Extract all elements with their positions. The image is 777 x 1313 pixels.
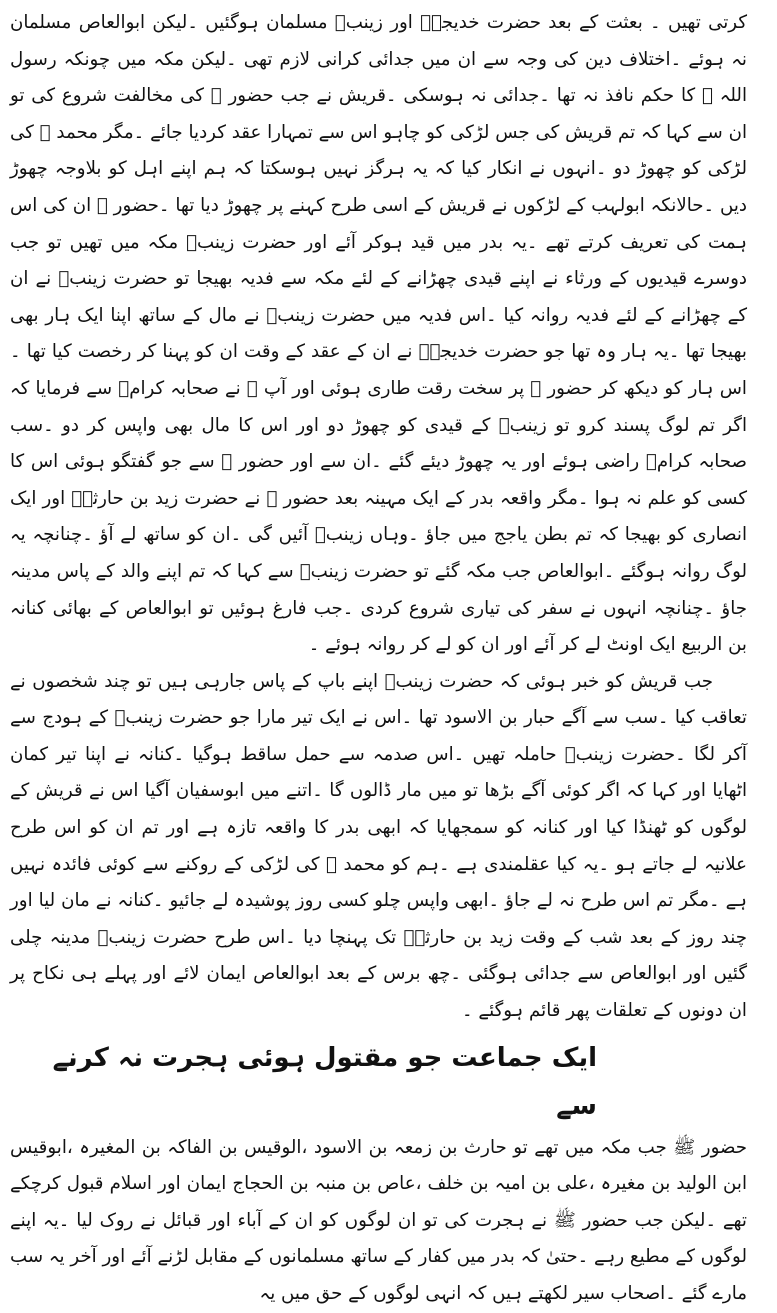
- paragraph-2: جب قریش کو خبر ہوئی کہ حضرت زینبؓ اپنے باپ کے پاس جارہی ہیں تو چند شخصوں نے تعاقب کیا ۔سب سے آگے حبار بن الاسود تھا ۔اس نے ایک تیر مارا جو حضرت زینبؓ کے ہودج سے آکر لگا ۔حضرت زینبؓ حاملہ تھیں ۔اس صدمہ سے حمل ساقط ہوگیا ۔کنانہ نے اپنا تیر کمان اٹھایا اور کہا کہ اگر کوئی آگے بڑھا تو میں مار ڈالوں گا ۔اتنے میں ابوسفیان آگیا اس نے قریش کے لوگوں کو ٹھنڈا کیا اور کنانہ کو سمجھایا کہ ابھی بدر کا واقعہ تازہ ہے اور تم ان کو اس طرح علانیہ لے جاتے ہو ۔یہ کیا عقلمندی ہے ۔ہم کو محمد ﷺ کی لڑکی کے روکنے سے کوئی فائدہ نہیں ہے ۔مگر تم اس طرح نہ لے جاؤ ۔ابھی واپس چلو کسی روز پوشیدہ لے جائیو ۔کنانہ نے مان لیا اور چند روز کے بعد شب کے وقت زید بن حارثہؓ تک پہنچا دیا ۔اس طرح حضرت زینبؓ مدینہ چلی گئیں اور ابوالعاص سے جدائی ہوگئی ۔چھ برس کے بعد ابوالعاص ایمان لائے اور پہلے ہی نکاح پر ان دونوں کے تعلقات پھر قائم ہوگئے ۔: [10, 670, 747, 1022]
- section-heading: ایک جماعت جو مقتول ہوئی ہجرت نہ کرنے سے: [52, 1042, 597, 1121]
- paragraph-3: حضور ﷺ جب مکہ میں تھے تو حارث بن زمعہ بن الاسود ،الوقیس بن الفاکہ بن المغیرہ ،ابوقیس ابن الولید بن مغیرہ ،علی بن امیہ بن خلف ،عاص بن منبہ بن الحجاج ایمان اور اسلام قبول کرچکے تھے ۔لیکن جب حضور ﷺ نے ہجرت کی تو ان لوگوں کو ان کے آباء اور قبائل نے روک لیا ۔یہ اپنے لوگوں کے مطیع رہے ۔حتیٰ کہ بدر میں کفار کے ساتھ مسلمانوں کے مقابل لڑنے آئے اور آخر یہ سب مارے گئے ۔اصحاب سیر لکھتے ہیں کہ انہی لوگوں کے حق میں یہ: [10, 1136, 747, 1304]
- paragraph-1: کرتی تھیں ۔ بعثت کے بعد حضرت خدیجہؓ اور زینبؓ مسلمان ہوگئیں ۔لیکن ابوالعاص مسلمان نہ ہوئے ۔اختلاف دین کی وجہ سے ان میں جدائی کرانی لازم تھی ۔لیکن مکہ میں چونکہ رسول اللہ ﷺ کا حکم نافذ نہ تھا ۔جدائی نہ ہوسکی ۔قریش نے جب حضور ﷺ کی مخالفت شروع کی تو ان سے کہا کہ تم قریش کی جس لڑکی کو چاہو اس سے تمہارا عقد کردیا جائے ۔مگر محمد ﷺ کی لڑکی کو چھوڑ دو ۔انہوں نے انکار کیا کہ یہ ہرگز نہیں ہوسکتا کہ ہم اپنے اہل کو بلاوجہ چھوڑ دیں ۔حالانکہ ابولہب کے لڑکوں نے قریش کے اسی طرح کہنے پر چھوڑ دیا تھا ۔حضور ﷺ ان کی اس ہمت کی تعریف کرتے تھے ۔یہ بدر میں قید ہوکر آئے اور حضرت زینبؓ مکہ میں تھیں تو جب دوسرے قیدیوں کے ورثاء نے اپنے قیدی چھڑانے کے لئے مکہ سے فدیہ بھیجا تو حضرت زینبؓ نے ان کے چھڑانے کے لئے فدیہ روانہ کیا ۔اس فدیہ میں حضرت زینبؓ نے مال کے ساتھ اپنا ایک ہار بھی بھیجا تھا ۔یہ ہار وہ تھا جو حضرت خدیجہؓ نے ان کے عقد کے وقت ان کو پہنا کر رخصت کیا تھا ۔اس ہار کو دیکھ کر حضور ﷺ پر سخت رقت طاری ہوئی اور آپ ﷺ نے صحابہ کرامؓ سے فرمایا کہ اگر تم لوگ پسند کرو تو زینبؓ کے قیدی کو چھوڑ دو اور اس کا مال بھی واپس کر دو ۔سب صحابہ کرامؓ راضی ہوئے اور یہ چھوڑ دیئے گئے ۔ان سے اور حضور ﷺ سے جو گفتگو ہوئی اس کا کسی کو علم نہ ہوا ۔مگر واقعہ بدر کے ایک مہینہ بعد حضور ﷺ نے حضرت زید بن حارثہؓ اور ایک انصاری کو بھیجا کہ تم بطن یاجج میں جاؤ ۔وہاں زینبؓ آئیں گی ۔ان کو ساتھ لے آؤ ۔چنانچہ یہ لوگ روانہ ہوگئے ۔ابوالعاص جب مکہ گئے تو حضرت زینبؓ سے کہا کہ تم اپنے والد کے پاس مدینہ جاؤ ۔چنانچہ انہوں نے سفر کی تیاری شروع کردی ۔جب فارغ ہوئیں تو ابوالعاص کے بھائی کنانہ بن الربیع ایک اونٹ لے کر آئے اور ان کو لے کر روانہ ہوئے ۔: [10, 12, 747, 656]
